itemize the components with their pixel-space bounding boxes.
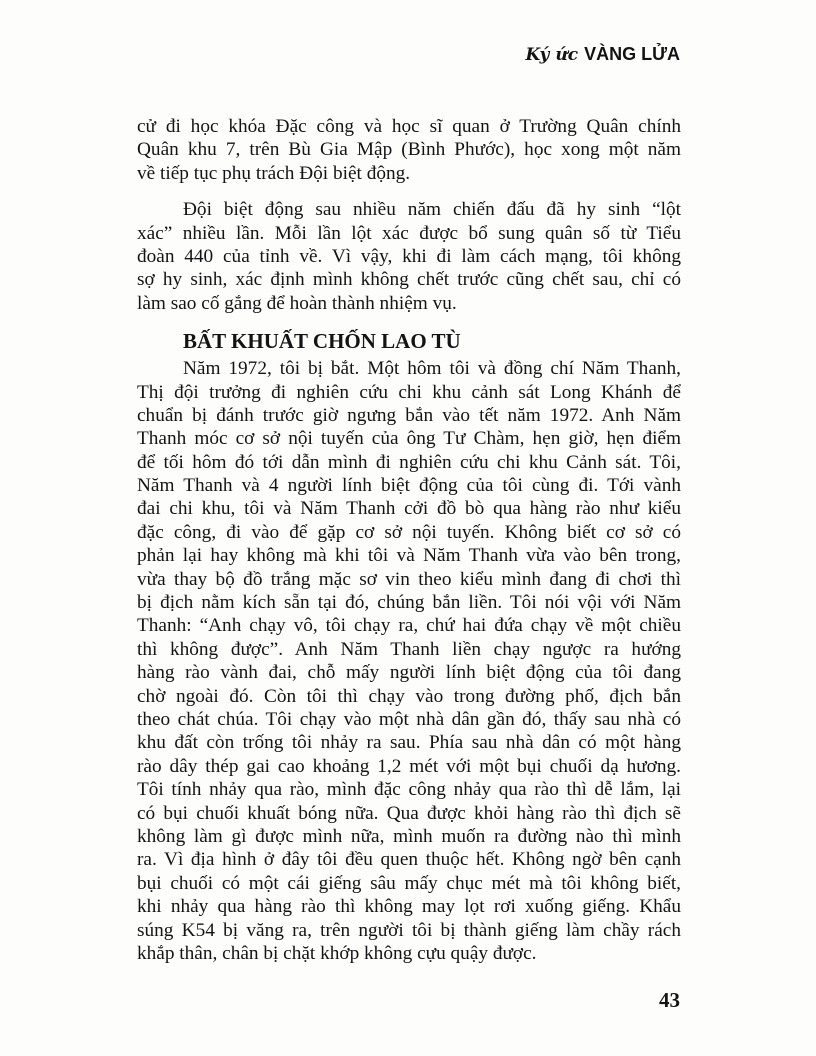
page-number: 43 bbox=[659, 988, 680, 1012]
text-line: Quân khu 7, trên Bù Gia Mập (Bình Phước), học xong một năm bbox=[137, 139, 681, 161]
text-line: Năm Thanh và 4 người lính biệt động của tôi cùng đi. Tới vành bbox=[137, 475, 681, 497]
text-line: Thanh móc cơ sở nội tuyến của ông Tư Chàm, hẹn giờ, hẹn điểm bbox=[137, 428, 681, 450]
text-line: chờ ngoài đó. Còn tôi thì chạy vào trong đường phố, địch bắn bbox=[137, 685, 681, 707]
text-line: Tôi tính nhảy qua rào, mình đặc công nhảy qua rào thì dễ lắm, lại bbox=[137, 779, 681, 801]
paragraph bbox=[137, 357, 681, 965]
text-line: bụi chuối có một cái giếng sâu mấy chục mét mà tôi không biết, bbox=[137, 872, 681, 894]
text-line: thì không được”. Anh Năm Thanh liền chạy ngược ra hướng bbox=[137, 638, 681, 660]
text-line: Đội biệt động sau nhiều năm chiến đấu đã hy sinh “lột bbox=[183, 199, 681, 221]
text-line: làm sao cố gắng để hoàn thành nhiệm vụ. bbox=[137, 292, 457, 314]
text-line: chuẩn bị đánh trước giờ ngưng bắn vào tết năm 1972. Anh Năm bbox=[137, 404, 681, 426]
paragraph-gap bbox=[137, 185, 681, 198]
text-line: bị địch nằm kích sẵn tại đó, chúng bắn liền. Tôi nói vội với Năm bbox=[137, 592, 681, 614]
text-line: khắp thân, chân bị chặt khớp không cựu quậy được. bbox=[137, 942, 537, 964]
text-line: đai chi khu, tôi và Năm Thanh cởi đồ bò qua hàng rào như kiểu bbox=[137, 498, 681, 520]
text-line: xác” nhiều lần. Mỗi lần lột xác được bổ sung quân số từ Tiểu bbox=[137, 222, 681, 244]
text-line: Thị đội trưởng đi nghiên cứu chi khu cảnh sát Long Khánh để bbox=[137, 381, 681, 403]
paragraph bbox=[137, 198, 681, 315]
text-line: khi nhảy qua hàng rào thì không may lọt rơi xuống giếng. Khẩu bbox=[137, 896, 681, 918]
text-line: có bụi chuối khuất bóng nữa. Qua được khỏi hàng rào thì địch sẽ bbox=[137, 802, 681, 824]
section-heading: BẤT KHUẤT CHỐN LAO TÙ bbox=[183, 329, 461, 354]
text-line: cử đi học khóa Đặc công và học sĩ quan ở Trường Quân chính bbox=[137, 116, 681, 137]
text-line: đoàn 440 của tỉnh về. Vì vậy, khi đi làm cách mạng, tôi không bbox=[137, 245, 681, 267]
text-line: về tiếp tục phụ trách Đội biệt động. bbox=[137, 162, 411, 184]
text-line: không làm gì được mình nữa, mình muốn ra đường nào thì mình bbox=[137, 825, 681, 847]
text-line: Năm 1972, tôi bị bắt. Một hôm tôi và đồng chí Năm Thanh, bbox=[183, 358, 681, 380]
text-line: sợ hy sinh, xác định mình không chết trước cũng chết sau, chỉ có bbox=[137, 269, 681, 291]
text-line: đặc công, đi vào để gặp cơ sở nội tuyến. Không biết cơ sở có bbox=[137, 521, 681, 543]
text-line: khu đất còn trống tôi nhảy ra sau. Phía sau nhà dân có một hàng bbox=[137, 732, 681, 754]
running-head-italic: Ký ức bbox=[525, 45, 579, 65]
text-line: theo chát chúa. Tôi chạy vào một nhà dân gần đó, thấy sau nhà có bbox=[137, 708, 681, 730]
text-line: rào dây thép gai cao khoảng 1,2 mét với một bụi chuối dạ hương. bbox=[137, 755, 681, 777]
text-line: hàng rào vành đai, chỗ mấy người lính biệt động của tôi đang bbox=[137, 662, 681, 684]
paragraph bbox=[137, 115, 681, 185]
page-body bbox=[137, 115, 681, 965]
running-head-title: VÀNG LỬA bbox=[584, 44, 680, 64]
running-head bbox=[526, 44, 680, 66]
text-line: để tối hôm đó tới dẫn mình đi nghiên cứu chi khu Cảnh sát. Tôi, bbox=[137, 451, 681, 473]
text-line: Thanh: “Anh chạy vô, tôi chạy ra, chứ hai đứa chạy về một chiều bbox=[137, 615, 681, 637]
text-line: vừa thay bộ đồ trắng mặc sơ vin theo kiểu mình đang đi chơi thì bbox=[137, 568, 681, 590]
text-line: phản lại hay không mà khi tôi và Năm Thanh vừa vào bên trong, bbox=[137, 545, 681, 567]
text-line: ra. Vì địa hình ở đây tôi đều quen thuộc hết. Không ngờ bên cạnh bbox=[137, 849, 681, 871]
text-line: súng K54 bị văng ra, trên người tôi bị thành giếng làm chầy rách bbox=[137, 919, 681, 941]
